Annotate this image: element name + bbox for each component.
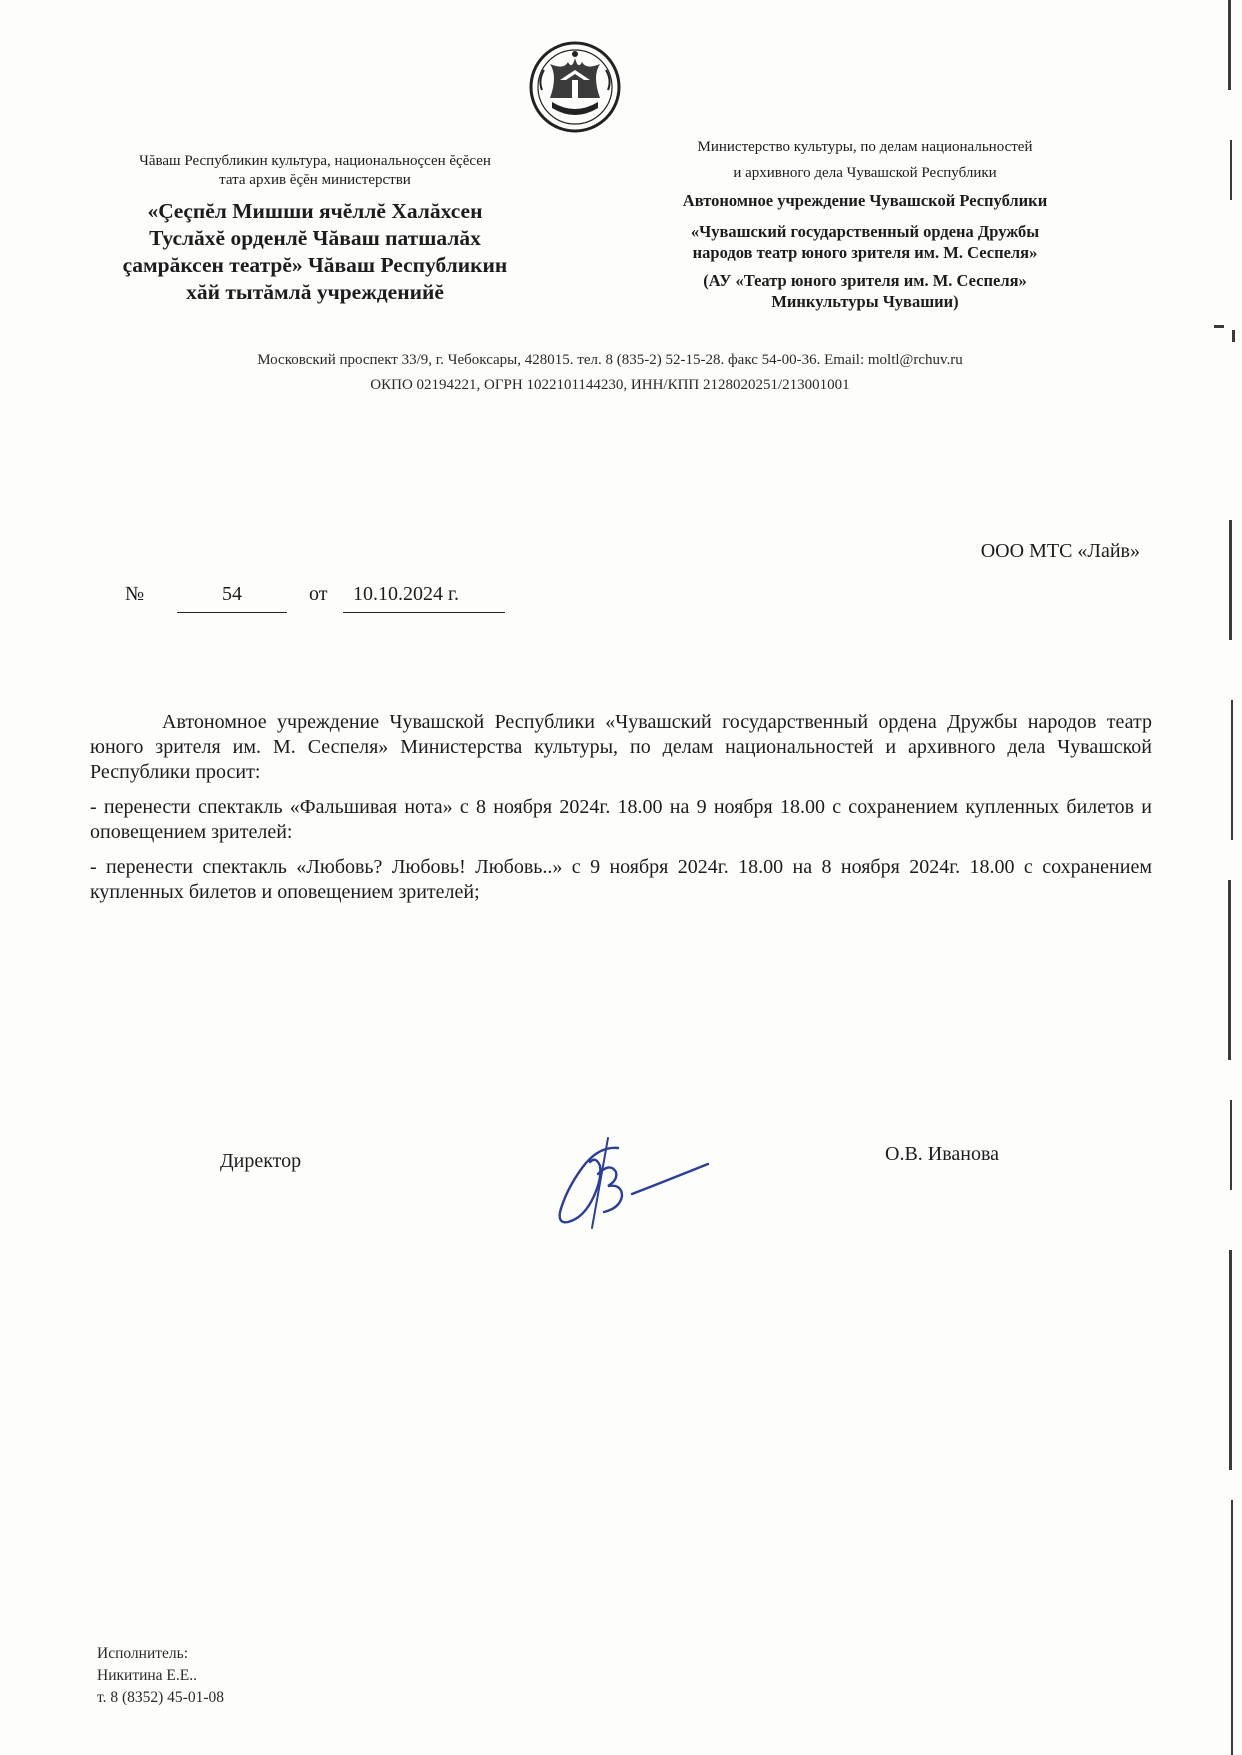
document-number: 54: [177, 583, 287, 613]
ministry-name-russian-line1: Министерство культуры, по делам национальностей: [697, 139, 1033, 155]
body-intro: Автономное учреждение Чувашской Республики «Чувашский государственный ордена Дружбы народов театр юного зрителя им. М. Сеспеля» Министерства культуры, по делам национальностей и архивного дела Чувашской Республики просит:: [90, 711, 1152, 783]
org-name-russian-line1: Автономное учреждение Чувашской Республики: [682, 191, 1048, 210]
body-item-2: - перенести спектакль «Любовь? Любовь! Любовь..» с 9 ноября 2024г. 18.00 на 8 ноября 2024г. 18.00 с сохранением купленных билетов и оповещением зрителей;: [90, 856, 1152, 903]
org-name-chuvash-line4: хăй тытăмлă учрежденийĕ: [186, 280, 444, 304]
org-name-chuvash-line1: «Çеçпĕл Мишши ячĕллĕ Халăхсен: [147, 199, 483, 223]
document-date: 10.10.2024 г.: [343, 583, 505, 613]
letter-body: [90, 710, 1152, 915]
org-name-chuvash: [80, 198, 550, 306]
executor-label: Исполнитель:: [97, 1645, 189, 1662]
body-item-1: - перенести спектакль «Фальшивая нота» с 8 ноября 2024г. 18.00 на 9 ноября 18.00 с сохранением купленных билетов и оповещением зрителей:: [90, 796, 1152, 843]
ministry-name-chuvash-line2: тата архив ĕçĕн министерстви: [219, 172, 411, 188]
chuvash-emblem-icon: [528, 40, 622, 134]
ministry-name-chuvash-line1: Чăваш Республикин культура, национальноçсен ĕçĕсен: [139, 153, 491, 169]
org-name-chuvash-line3: çамрăксен театрĕ» Чăваш Республикин: [122, 253, 508, 277]
org-name-chuvash-line2: Туслăхĕ орденлĕ Чăваш патшалăх: [149, 226, 481, 250]
number-sign: №: [125, 583, 145, 605]
org-name-russian-line3: народов театр юного зрителя им. М. Сеспеля»: [692, 243, 1038, 262]
org-name-russian-line4: (АУ «Театр юного зрителя им. М. Сеспеля»: [703, 271, 1027, 290]
contact-details: [150, 348, 1070, 398]
signatory-name: О.В. Иванова: [885, 1143, 1000, 1165]
header-russian: [625, 134, 1105, 312]
document-reference: [125, 583, 545, 615]
contact-registration-line: ОКПО 02194221, ОГРН 1022101144230, ИНН/КПП 2128020251/213001001: [370, 377, 850, 393]
ministry-name-russian-line2: и архивного дела Чувашской Республики: [733, 165, 997, 181]
org-name-russian-line2: «Чувашский государственный ордена Дружбы: [690, 222, 1040, 241]
scan-edge-artifact: [1208, 0, 1242, 1755]
addressee: ООО МТС «Лайв»: [980, 540, 1140, 562]
org-name-russian-line5: Минкультуры Чувашии): [771, 292, 959, 311]
executor-name: Никитина Е.Е..: [97, 1667, 197, 1684]
header-chuvash: [80, 152, 550, 306]
date-prefix: от: [309, 583, 328, 605]
contact-address-line: Московский проспект 33/9, г. Чебоксары, 428015. тел. 8 (835-2) 52-15-28. факс 54-00-36. Email: moltl@rchuv.ru: [257, 352, 963, 368]
signatory-role: Директор: [220, 1150, 302, 1172]
executor-info: [97, 1643, 224, 1709]
handwritten-signature: [538, 1128, 728, 1238]
executor-phone: т. 8 (8352) 45-01-08: [97, 1689, 225, 1706]
